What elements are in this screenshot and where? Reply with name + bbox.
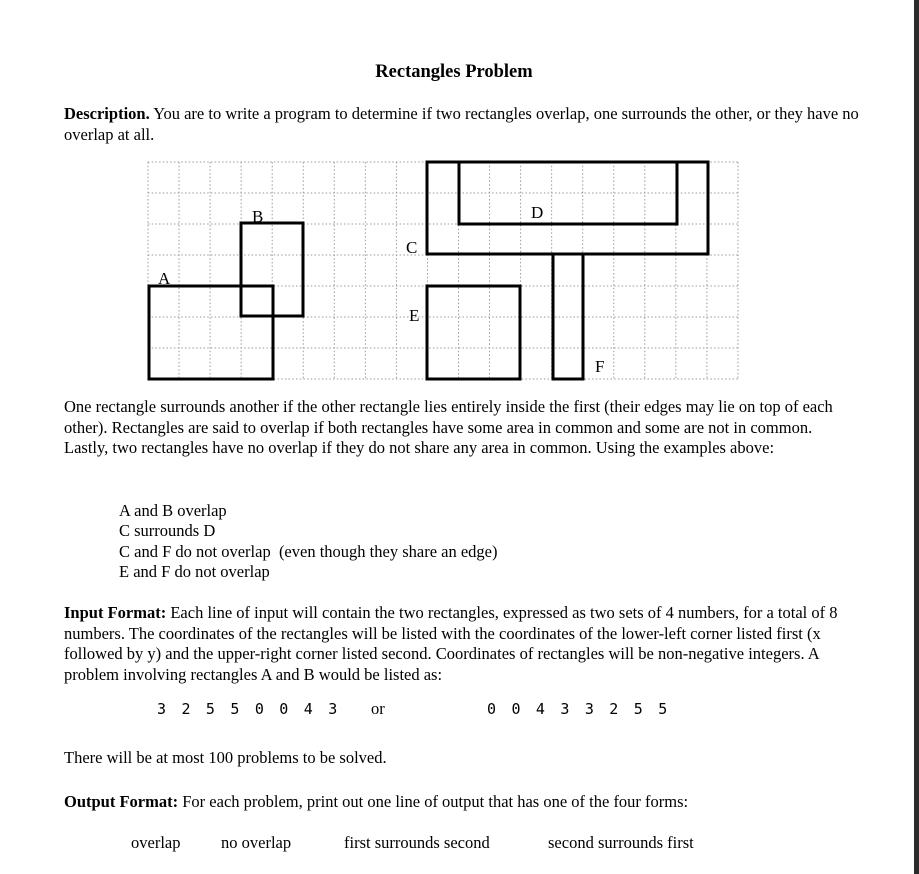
sample-input-second: 0 0 4 3 3 2 5 5	[487, 700, 671, 718]
example-item-e-f: E and F do not overlap	[119, 562, 270, 582]
page-edge-bar	[914, 0, 919, 874]
description-label: Description.	[64, 104, 150, 123]
output-form-second-surrounds: second surrounds first	[548, 833, 694, 852]
example-item-c-d: C surrounds D	[119, 521, 216, 541]
rectangles-diagram	[140, 156, 750, 388]
output-format-label: Output Format:	[64, 792, 179, 811]
examples-list	[119, 501, 497, 583]
rectangle-label-e: E	[409, 306, 420, 325]
input-format-text: Each line of input will contain the two rectangles, expressed as two sets of 4 numbers, for a total of 8 numbers. The coordinates of the rectangles will be listed with the coordinates of the lower-left corner listed first (x followed by y) and the upper-right corner listed second. Coordinates of rectangles will be non-negative integers. A problem involving rectangles A and B would be listed as:	[64, 603, 838, 685]
description-paragraph	[64, 104, 859, 145]
page-title: Rectangles Problem	[375, 62, 533, 82]
problems-note: There will be at most 100 problems to be solved.	[64, 748, 387, 767]
example-item-a-b: A and B overlap	[119, 501, 227, 520]
rectangle-label-c: C	[406, 238, 418, 257]
output-format-paragraph	[64, 792, 859, 813]
sample-input-separator: or	[371, 699, 385, 718]
rectangle-label-a: A	[158, 269, 171, 288]
output-form-first-surrounds: first surrounds second	[344, 833, 490, 852]
rectangle-label-b: B	[252, 207, 264, 226]
output-form-no-overlap: no overlap	[221, 833, 292, 852]
input-format-paragraph	[64, 603, 859, 686]
rectangle-label-d: D	[531, 203, 544, 222]
rectangle-e	[427, 286, 520, 379]
output-format-text: For each problem, print out one line of output that has one of the four forms:	[178, 792, 689, 811]
output-forms-row	[0, 833, 919, 855]
sample-input-row	[0, 699, 919, 721]
rectangle-a	[149, 286, 273, 379]
surrounds-paragraph: One rectangle surrounds another if the other rectangle lies entirely inside the first (their edges may lie on top of each other). Rectangles are said to overlap if both rectangles have some area in common and some are not in common. Lastly, two rectangles have no overlap if they do not share any area in common. Using the examples above:	[64, 397, 833, 458]
input-format-label: Input Format:	[64, 603, 167, 622]
rectangle-c	[427, 162, 708, 254]
rectangle-label-f: F	[595, 357, 605, 376]
description-text: You are to write a program to determine if two rectangles overlap, one surrounds the other, or they have no overlap at all.	[64, 104, 859, 144]
output-form-overlap: overlap	[131, 833, 181, 852]
diagram-grid	[148, 162, 738, 379]
sample-input-first: 3 2 5 5 0 0 4 3	[157, 700, 341, 718]
example-item-c-f: C and F do not overlap (even though they share an edge)	[119, 541, 498, 561]
